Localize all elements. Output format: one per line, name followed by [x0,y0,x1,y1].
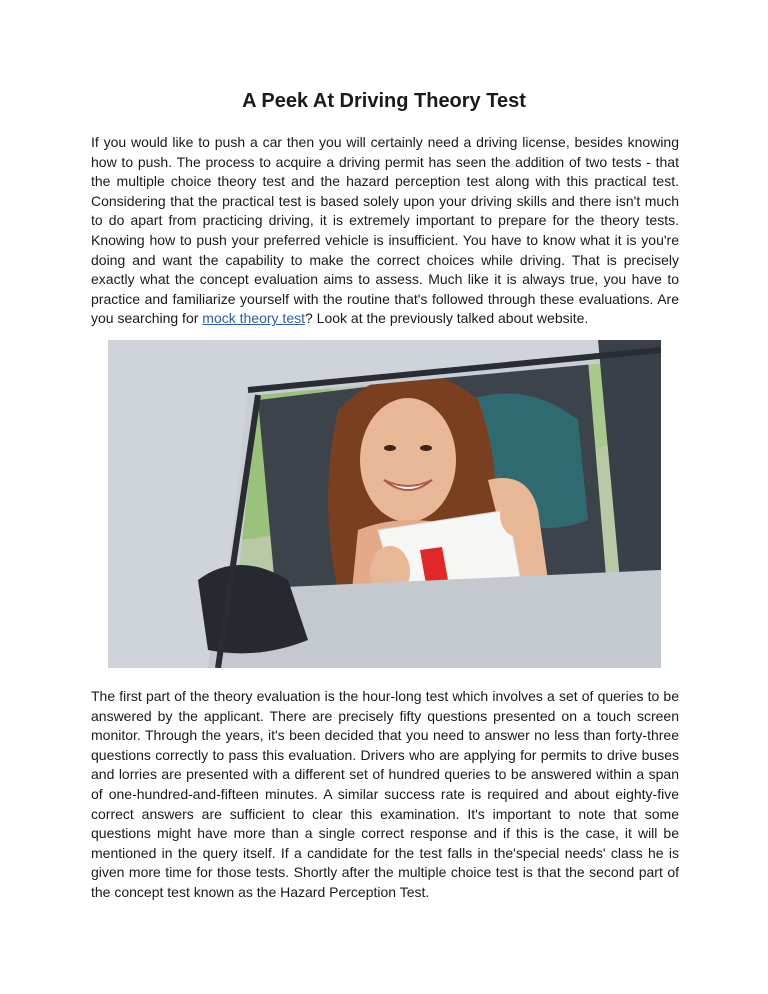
mock-theory-test-link[interactable]: mock theory test [202,310,305,327]
driver-photo [108,340,661,668]
intro-text-before-link: If you would like to push a car then you will certainly need a driving license, besides knowing how to push. The process to acquire a driving permit has seen the addition of two tests - that the multiple choice theory test and the hazard perception test along with this practical test. Considering that the practical test is based solely upon your driving skills and there isn't much to do apart from practicing driving, it is extremely important to prepare for the theory tests. Knowing how to push your preferred vehicle is insufficient. You have to know what it is you're doing and want the capability to make the correct choices while driving. That is precisely exactly what the concept evaluation aims to assess. Much like it is always true, you have to practice and familiarize yourself with the routine that's followed through these evaluations. Are you searching for [91,134,679,327]
left-eye [384,445,396,451]
intro-text-after-link: ? Look at the previously talked about website. [305,310,589,327]
intro-paragraph [91,133,679,329]
right-hand [500,493,536,537]
page-title: A Peek At Driving Theory Test [242,90,526,112]
right-eye [420,445,432,451]
theory-evaluation-paragraph: The first part of the theory evaluation is the hour-long test which involves a set of queries to be answered by the applicant. There are precisely fifty questions presented on a touch screen monitor. Through the years, it's been decided that you need to answer no less than forty-three questions correctly to pass this evaluation. Drivers who are applying for permits to drive buses and lorries are presented with a different set of hundred queries to be answered within a span of one-hundred-and-fifteen minutes. A similar success rate is required and about eighty-five correct answers are sufficient to clear this examination. It's important to note that some questions might have more than a single correct response and if this is the case, it will be mentioned in the query itself. If a candidate for the test falls in the'special needs' class he is given more time for those tests. Shortly after the multiple choice test is that the second part of the concept test known as the Hazard Perception Test. [91,688,679,900]
face [360,398,456,522]
